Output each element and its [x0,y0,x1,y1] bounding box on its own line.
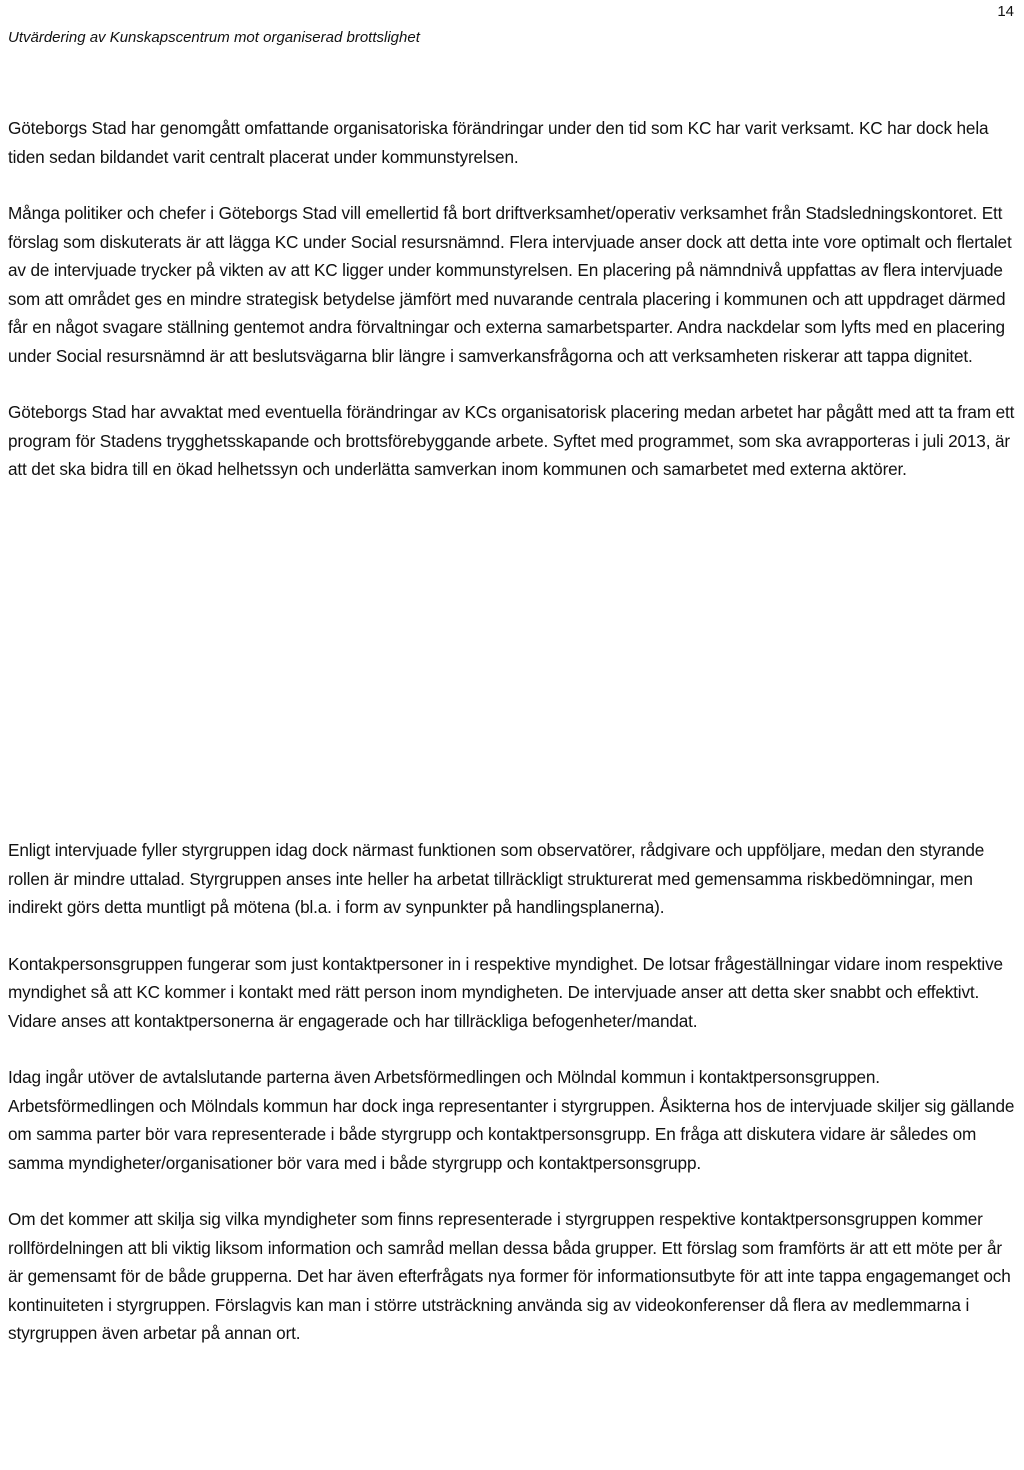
paragraph: Många politiker och chefer i Göteborgs Stad vill emellertid få bort driftverksamhet/operativ verksamhet från Stadsledningskontoret. Ett förslag som diskuterats är att lägga KC under Social resursnämnd. Flera intervjuade anser dock att detta inte vore optimalt och flertalet av de intervjuade trycker på vikten av att KC ligger under kommunstyrelsen. En placering på nämndnivå uppfattas av flera intervjuade som att området ges en mindre strategisk betydelse jämfört med nuvarande centrala placering i kommunen och att uppdraget därmed får en något svagare ställning gentemot andra förvaltningar och externa samarbetsparter. Andra nackdelar som lyfts med en placering under Social resursnämnd är att beslutsvägarna blir längre i samverkansfrågorna och att verksamheten riskerar att tappa dignitet. [8,203,1012,366]
body-text-bottom [8,836,1020,1348]
paragraph: Göteborgs Stad har avvaktat med eventuella förändringar av KCs organisatorisk placering medan arbetet har pågått med att ta fram ett program för Stadens trygghetsskapande och brottsförebyggande arbete. Syftet med programmet, som ska avrapporteras i juli 2013, är att det ska bidra till en ökad helhetssyn och underlätta samverkan inom kommunen och samarbetet med externa aktörer. [8,402,1015,479]
body-text-top [8,114,1020,484]
paragraph-gap [8,171,1020,199]
paragraph: Kontakpersonsgruppen fungerar som just kontaktpersoner in i respektive myndighet. De lotsar frågeställningar vidare inom respektive myndighet så att KC kommer i kontakt med rätt person inom myndigheten. De intervjuade anser att detta sker snabbt och effektivt. Vidare anses att kontaktpersonerna är engagerade och har tillräckliga befogenheter/mandat. [8,953,1003,1031]
paragraph: Enligt intervjuade fyller styrgruppen idag dock närmast funktionen som observatörer, rådgivare och uppföljare, medan den styrande rollen är mindre uttalad. Styrgruppen anses inte heller ha arbetat tillräckligt strukturerat med gemensamma riskbedömningar, men indirekt görs detta muntligt på mötena (bl.a. i form av synpunkter på handlingsplanerna). [8,840,985,917]
paragraph-gap [8,1035,1020,1063]
paragraph: Om det kommer att skilja sig vilka myndigheter som finns representerade i styrgruppen respektive kontaktpersonsgruppen kommer rollfördelningen att bli viktig liksom information och samråd mellan dessa båda grupper. Ett förslag som framförts är att ett möte per år är gemensamt för de både grupperna. Det har även efterfrågats nya former för informationsutbyte för att inte tappa engagemanget och kontinuiteten i styrgruppen. Förslagvis kan man i större utsträckning använda sig av videokonferenser då flera av medlemmarna i styrgruppen även arbetar på annan ort. [8,1209,1011,1343]
paragraph-gap [8,1177,1020,1205]
paragraph: Idag ingår utöver de avtalslutande parterna även Arbetsförmedlingen och Mölndal kommun i kontaktpersonsgruppen. Arbetsförmedlingen och Mölndals kommun har dock inga representanter i styrgruppen. Åsikterna hos de intervjuade skiljer sig gällande om samma parter bör vara representerade i både styrgrupp och kontaktpersonsgrupp. En fråga att diskutera vidare är således om samma myndigheter/organisationer bör vara med i både styrgrupp och kontaktpersonsgrupp. [8,1067,1015,1173]
paragraph: Göteborgs Stad har genomgått omfattande organisatoriska förändringar under den tid som KC har varit verksamt. KC har dock hela tiden sedan bildandet varit centralt placerat under kommunstyrelsen. [8,118,989,167]
paragraph-gap [8,922,1020,950]
paragraph-gap [8,370,1020,398]
running-header: Utvärdering av Kunskapscentrum mot organiserad brottslighet [8,29,420,46]
page-number: 14 [997,3,1014,20]
